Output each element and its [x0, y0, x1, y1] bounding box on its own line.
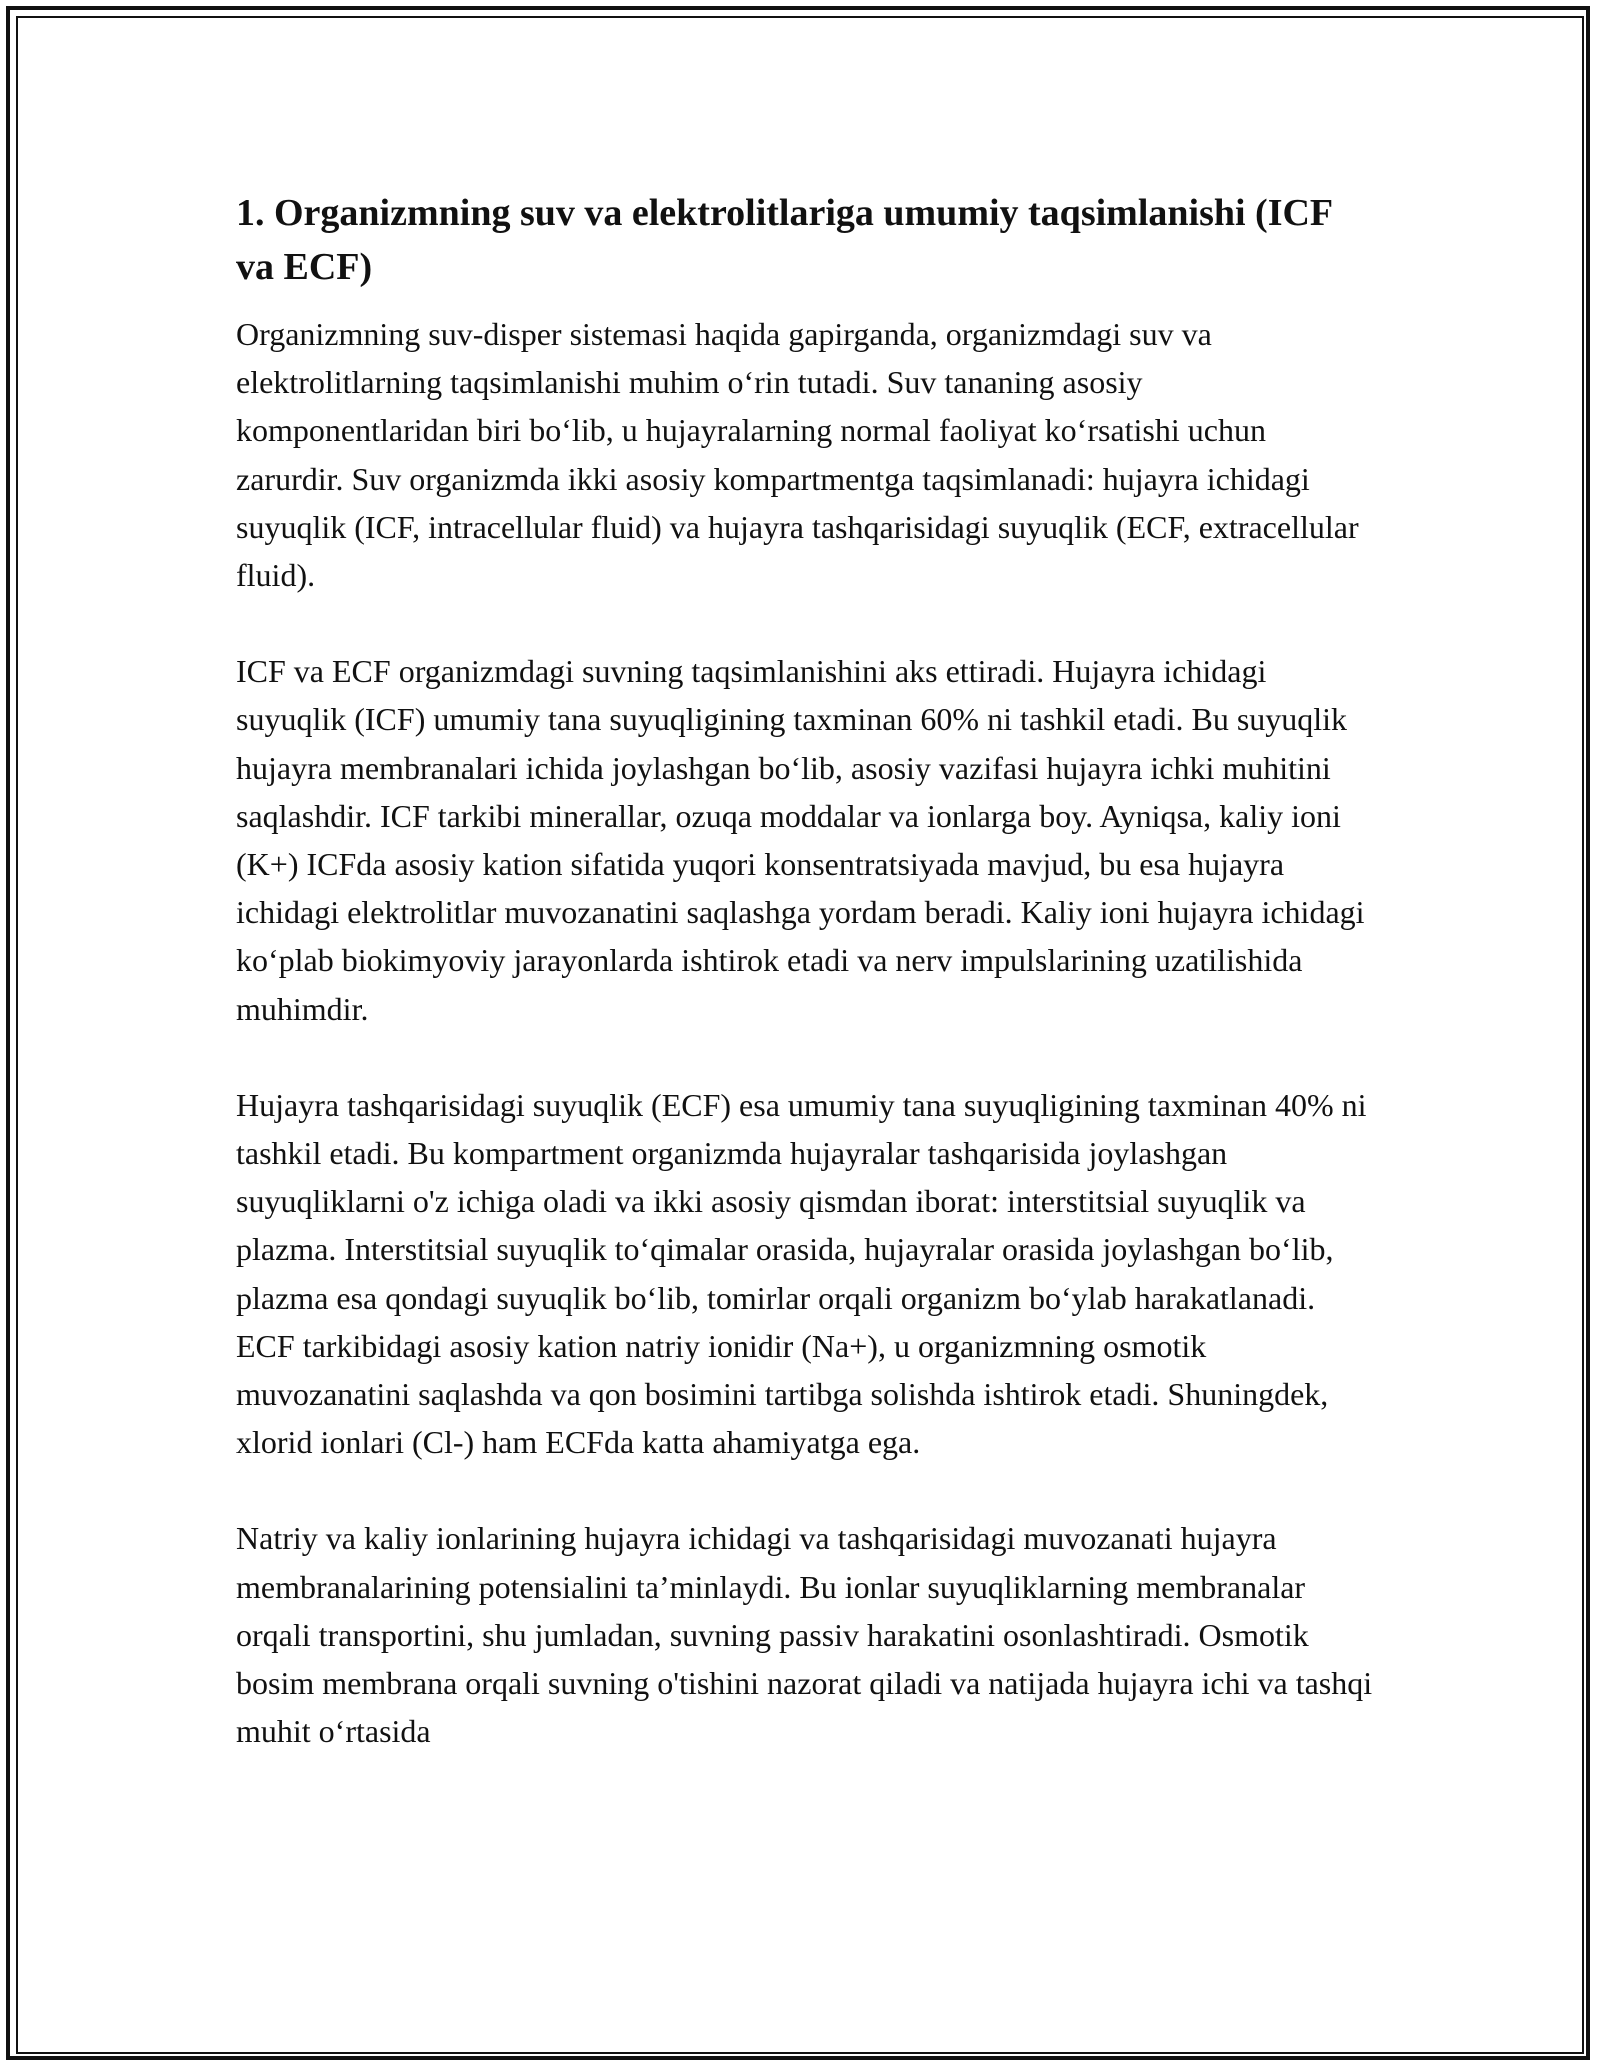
- paragraph-2: ICF va ECF organizmdagi suvning taqsimlanishini aks ettiradi. Hujayra ichidagi suyuqlik (ICF) umumiy tana suyuqligining taxminan 60% ni tashkil etadi. Bu suyuqlik hujayra membranalari ichida joylashgan bo‘lib, asosiy vazifasi hujayra ichki muhitini saqlashdir. ICF tarkibi minerallar, ozuqa moddalar va ionlarga boy. Ayniqsa, kaliy ioni (K+) ICFda asosiy kation sifatida yuqori konsentratsiyada mavjud, bu esa hujayra ichidagi elektrolitlar muvozanatini saqlashga yordam beradi. Kaliy ioni hujayra ichidagi ko‘plab biokimyoviy jarayonlarda ishtirok etadi va nerv impulslarining uzatilishida muhimdir.: [236, 653, 1365, 1027]
- document-body: [236, 186, 1376, 1755]
- section-heading: 1. Organizmning suv va elektrolitlariga umumiy taqsimlanishi (ICF va ECF): [236, 192, 1332, 288]
- paragraph-1: Organizmning suv-disper sistemasi haqida gapirganda, organizmdagi suv va elektrolitlarning taqsimlanishi muhim o‘rin tutadi. Suv tananing asosiy komponentlaridan biri bo‘lib, u hujayralarning normal faoliyat ko‘rsatishi uchun zarurdir. Suv organizmda ikki asosiy kompartmentga taqsimlanadi: hujayra ichidagi suyuqlik (ICF, intracellular fluid) va hujayra tashqarisidagi suyuqlik (ECF, extracellular fluid).: [236, 316, 1359, 594]
- paragraph-3: Hujayra tashqarisidagi suyuqlik (ECF) esa umumiy tana suyuqligining taxminan 40% ni tashkil etadi. Bu kompartment organizmda hujayralar tashqarisida joylashgan suyuqliklarni o'z ichiga oladi va ikki asosiy qismdan iborat: interstitsial suyuqlik va plazma. Interstitsial suyuqlik to‘qimalar orasida, hujayralar orasida joylashgan bo‘lib, plazma esa qondagi suyuqlik bo‘lib, tomirlar orqali organizm bo‘ylab harakatlanadi. ECF tarkibidagi asosiy kation natriy ionidir (Na+), u organizmning osmotik muvozanatini saqlashda va qon bosimini tartibga solishda ishtirok etadi. Shuningdek, xlorid ionlari (Cl-) ham ECFda katta ahamiyatga ega.: [236, 1086, 1367, 1461]
- paragraph-4: Natriy va kaliy ionlarining hujayra ichidagi va tashqarisidagi muvozanati hujayra membranalarining potensialini ta’minlaydi. Bu ionlar suyuqliklarning membranalar orqali transportini, shu jumladan, suvning passiv harakatini osonlashtiradi. Osmotik bosim membrana orqali suvning o'tishini nazorat qiladi va natijada hujayra ichi va tashqi muhit o‘rtasida: [236, 1520, 1373, 1750]
